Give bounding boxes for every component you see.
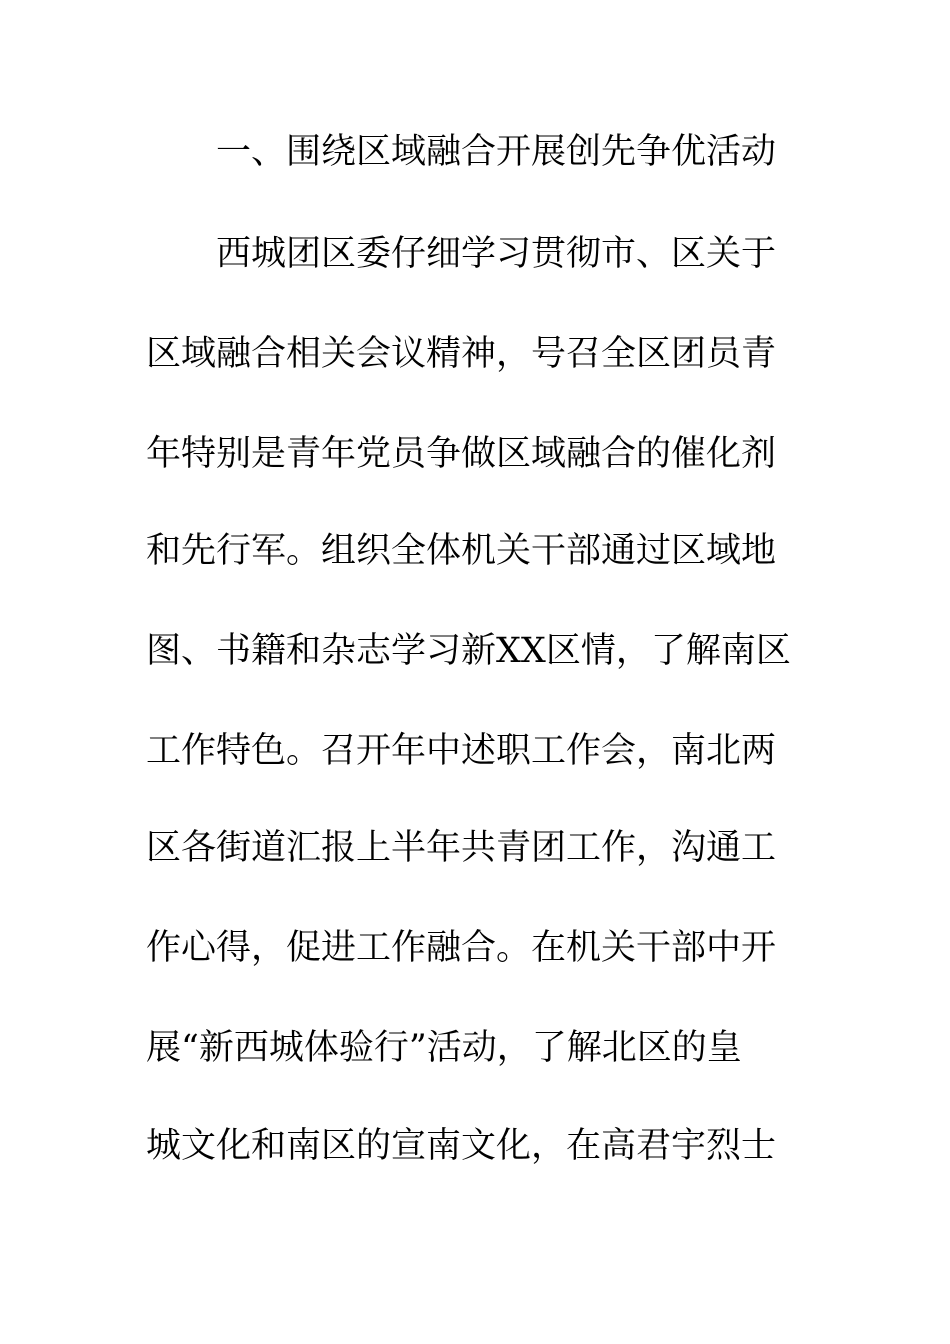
paragraph-line: 区各街道汇报上半年共青团工作，沟通工 (146, 828, 777, 868)
paragraph-line: 和先行军。组织全体机关干部通过区域地 (146, 531, 777, 571)
paragraph-line: 年特别是青年党员争做区域融合的催化剂 (146, 434, 777, 474)
paragraph-line: 展“新西城体验行”活动，了解北区的皇 (146, 1028, 742, 1068)
paragraph-line: 工作特色。召开年中述职工作会，南北两 (146, 731, 777, 771)
paragraph-line: 图、书籍和杂志学习新XX区情，了解南区 (146, 631, 791, 671)
paragraph-line: 区域融合相关会议精神，号召全区团员青 (146, 334, 777, 374)
paragraph-line: 城文化和南区的宣南文化，在高君宇烈士 (146, 1126, 777, 1166)
paragraph-line: 作心得，促进工作融合。在机关干部中开 (146, 928, 777, 968)
section-heading: 一、围绕区域融合开展创先争优活动 (216, 132, 777, 172)
paragraph-line: 西城团区委仔细学习贯彻市、区关于 (216, 234, 777, 274)
